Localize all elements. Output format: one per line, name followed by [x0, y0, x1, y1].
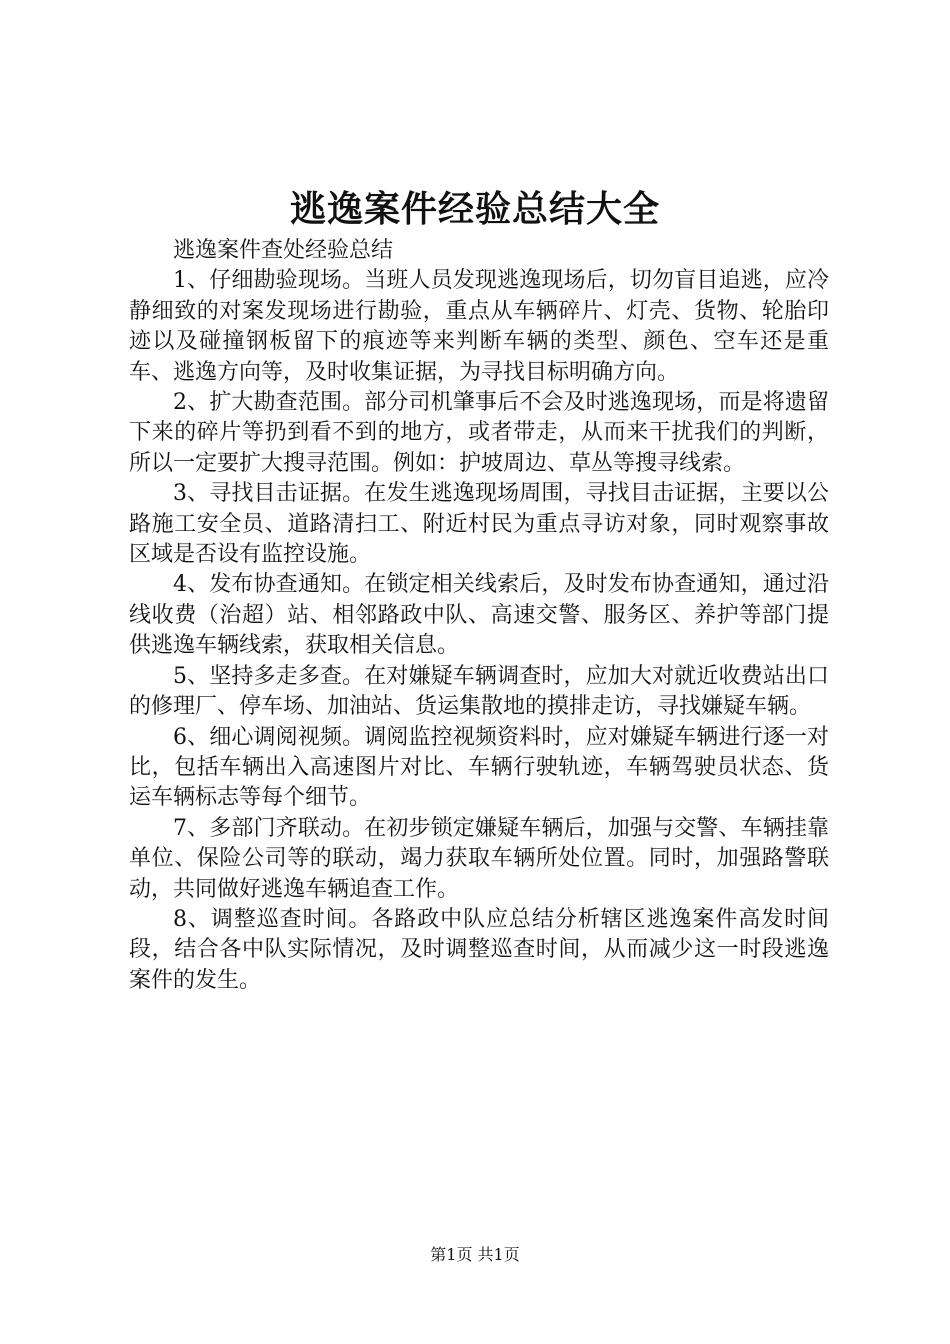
paragraph-1: 1、仔细勘验现场。当班人员发现逃逸现场后，切勿盲目追逃，应冷静细致的对案发现场进行勘验，重点从车辆碎片、灯壳、货物、轮胎印迹以及碰撞钢板留下的痕迹等来判断车辆的类型、颜色、空车还是重车、逃逸方向等，及时收集证据，为寻找目标明确方向。 [129, 268, 829, 385]
paragraph-7: 7、多部门齐联动。在初步锁定嫌疑车辆后，加强与交警、车辆挂靠单位、保险公司等的联动，竭力获取车辆所处位置。同时，加强路警联动，共同做好逃逸车辆追查工作。 [129, 815, 829, 902]
document-title: 逃逸案件经验总结大全 [289, 188, 660, 230]
paragraph-2: 2、扩大勘查范围。部分司机肇事后不会及时逃逸现场，而是将遗留下来的碎片等扔到看不到的地方，或者带走，从而来干扰我们的判断，所以一定要扩大搜寻范围。例如：护坡周边、草丛等搜寻线索。 [129, 390, 829, 476]
document-subtitle: 逃逸案件查处经验总结 [173, 238, 394, 263]
paragraph-3: 3、寻找目击证据。在发生逃逸现场周围，寻找目击证据，主要以公路施工安全员、道路清扫工、附近村民为重点寻访对象，同时观察事故区域是否设有监控设施。 [129, 481, 829, 568]
paragraph-6: 6、细心调阅视频。调阅监控视频资料时，应对嫌疑车辆进行逐一对比，包括车辆出入高速图片对比、车辆行驶轨迹，车辆驾驶员状态、货运车辆标志等每个细节。 [129, 724, 829, 811]
document-body [129, 236, 829, 996]
page-footer: 第1页 共1页 [430, 1245, 520, 1264]
paragraph-5: 5、坚持多走多查。在对嫌疑车辆调查时，应加大对就近收费站出口的修理厂、停车场、加油站、货运集散地的摸排走访，寻找嫌疑车辆。 [129, 663, 829, 720]
paragraph-4: 4、发布协查通知。在锁定相关线索后，及时发布协查通知，通过沿线收费（治超）站、相邻路政中队、高速交警、服务区、养护等部门提供逃逸车辆线索，获取相关信息。 [129, 572, 829, 659]
paragraph-8: 8、调整巡查时间。各路政中队应总结分析辖区逃逸案件高发时间段，结合各中队实际情况，及时调整巡查时间，从而减少这一时段逃逸案件的发生。 [129, 906, 829, 993]
